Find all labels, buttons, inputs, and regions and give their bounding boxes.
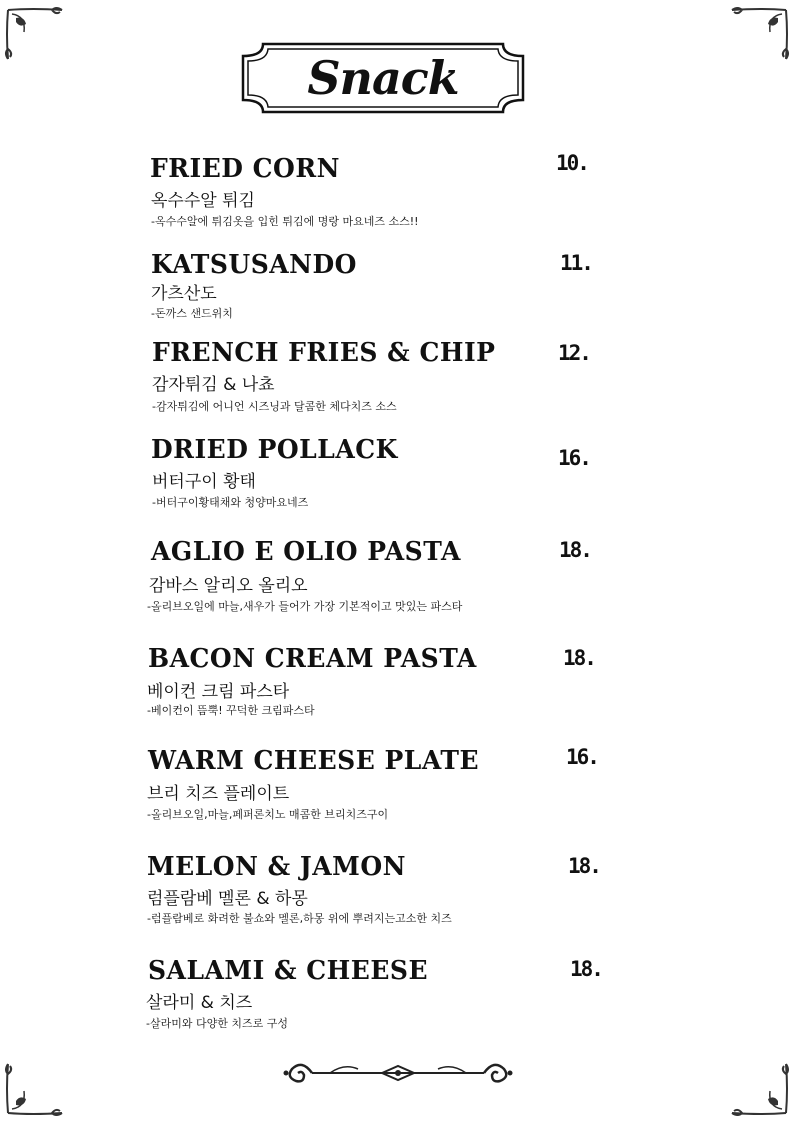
item-name: BACON CREAM PASTA [148,643,477,674]
item-description: -살라미와 다양한 치즈로 구성 [146,1017,288,1030]
item-korean-name: 가츠산도 [151,284,217,304]
item-price: 11. [560,251,592,275]
item-korean-name: 감자튀김 & 나쵸 [152,375,275,395]
item-description: -럼플람베로 화려한 불쇼와 멜론,하몽 위에 뿌려지는고소한 치즈 [147,912,452,925]
menu-title: Snack [307,51,459,105]
bottom-flourish-icon [282,1058,514,1088]
corner-ornament-bottom-left-icon [2,1059,72,1119]
corner-ornament-top-left-icon [2,4,72,64]
item-price: 18. [559,538,591,562]
item-description: -올리브오일,마늘,페퍼론치노 매콤한 브리치즈구이 [147,808,389,821]
item-name: MELON & JAMON [147,851,406,882]
item-description: -올리브오일에 마늘,새우가 들어가 가장 기본적이고 맛있는 파스타 [147,600,463,613]
item-korean-name: 살라미 & 치즈 [146,993,253,1013]
item-korean-name: 베이컨 크림 파스타 [147,682,290,702]
item-name: FRIED CORN [150,153,340,184]
item-name: KATSUSANDO [151,249,357,280]
item-price: 16. [558,446,590,470]
item-korean-name: 옥수수알 튀김 [151,191,255,211]
item-name: FRENCH FRIES & CHIP [152,337,496,368]
item-price: 10. [556,151,588,175]
item-name: DRIED POLLACK [151,434,398,465]
item-price: 18. [563,646,595,670]
item-price: 18. [568,854,600,878]
item-korean-name: 버터구이 황태 [152,472,256,492]
item-name: WARM CHEESE PLATE [148,745,480,776]
item-description: -옥수수알에 튀김옷을 입힌 튀김에 명랑 마요네즈 소스!! [151,215,419,228]
item-description: -베이컨이 뜸뿍! 꾸덕한 크림파스타 [147,704,315,717]
item-price: 16. [566,745,598,769]
item-description: -버터구이황태채와 청양마요네즈 [152,496,309,509]
item-korean-name: 감바스 알리오 올리오 [149,576,308,596]
item-korean-name: 브리 치즈 플레이트 [147,784,290,804]
item-name: AGLIO E OLIO PASTA [151,536,461,567]
corner-ornament-top-right-icon [722,4,792,64]
item-price: 18. [570,957,602,981]
item-description: -돈까스 샌드위치 [151,307,233,320]
item-name: SALAMI & CHEESE [148,955,429,986]
item-price: 12. [558,341,590,365]
item-description: -감자튀김에 어니언 시즈닝과 달콤한 체다치즈 소스 [152,400,397,413]
corner-ornament-bottom-right-icon [722,1059,792,1119]
item-korean-name: 럼플람베 멜론 & 하몽 [147,889,308,909]
